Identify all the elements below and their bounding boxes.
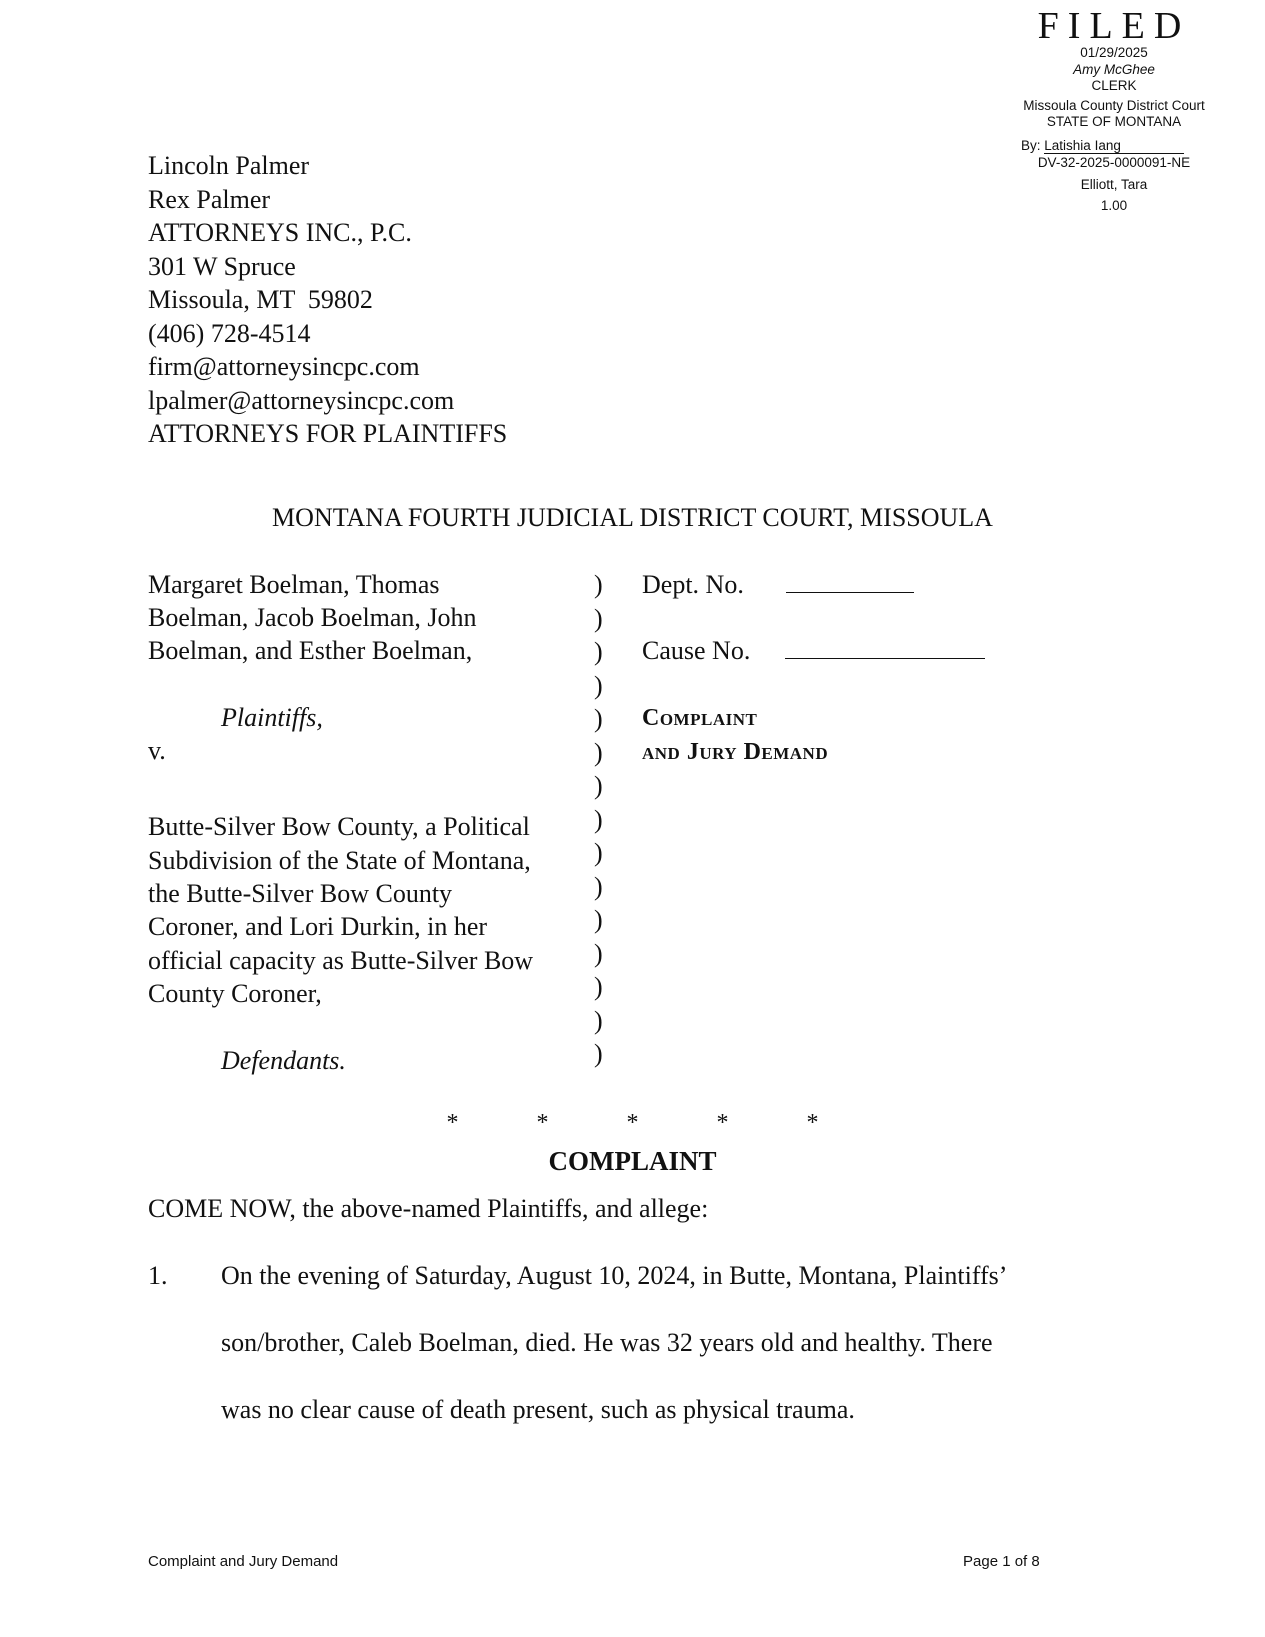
- caption-paren: ): [594, 704, 603, 733]
- stamp-clerk-name: Amy McGhee: [1073, 62, 1155, 77]
- intro-text: COME NOW, the above-named Plaintiffs, and allege:: [148, 1194, 709, 1223]
- document-title-line1: Complaint: [642, 705, 758, 731]
- section-separator: * * * * *: [446, 1110, 855, 1136]
- caption-paren: ): [594, 838, 603, 867]
- caption-paren: ): [594, 938, 603, 968]
- defendants-line: Subdivision of the State of Montana,: [148, 846, 531, 875]
- defendants-label: Defendants.: [221, 1046, 346, 1075]
- defendants-line: the Butte-Silver Bow County: [148, 879, 453, 908]
- court-title: MONTANA FOURTH JUDICIAL DISTRICT COURT, MISSOULA: [272, 503, 993, 532]
- paragraph-line: was no clear cause of death present, such as physical trauma.: [221, 1395, 855, 1424]
- attorney-line: Rex Palmer: [148, 184, 271, 214]
- caption-paren: ): [594, 737, 603, 767]
- caption-paren: ): [594, 972, 603, 1001]
- defendants-line: County Coroner,: [148, 979, 322, 1008]
- caption-paren: ): [594, 1005, 603, 1035]
- dept-label: Dept. No.: [642, 570, 744, 599]
- caption-paren: ): [594, 771, 603, 800]
- caption-paren: ): [594, 1039, 603, 1068]
- stamp-case-number: DV-32-2025-0000091-NE: [1037, 155, 1191, 170]
- footer-title: Complaint and Jury Demand: [148, 1553, 339, 1570]
- attorney-line: ATTORNEYS INC., P.C.: [148, 218, 412, 247]
- stamp-title: FILED: [1037, 5, 1191, 47]
- paragraph-line: On the evening of Saturday, August 10, 2024, in Butte, Montana, Plaintiffs’: [221, 1261, 1008, 1290]
- attorney-line: Missoula, MT 59802: [148, 285, 373, 314]
- plaintiffs-label: Plaintiffs,: [221, 703, 323, 732]
- plaintiffs-line: Boelman, and Esther Boelman,: [148, 636, 473, 665]
- caption-paren: ): [594, 804, 603, 834]
- cause-number: [642, 634, 985, 666]
- cause-label: Cause No.: [642, 636, 751, 665]
- defendants-line: Coroner, and Lori Durkin, in her: [148, 912, 488, 941]
- stamp-court: Missoula County District Court: [1023, 98, 1205, 113]
- versus: v.: [148, 736, 166, 765]
- cause-number-blank[interactable]: [785, 634, 985, 659]
- document-title-line2: and Jury Demand: [642, 739, 829, 765]
- attorney-line: 301 W Spruce: [148, 251, 296, 281]
- caption-paren: ): [594, 670, 603, 700]
- stamp-fee: 1.00: [1100, 198, 1128, 213]
- caption-paren: ): [594, 871, 603, 901]
- complaint-heading: COMPLAINT: [548, 1146, 717, 1176]
- caption-paren: ): [594, 570, 603, 599]
- attorney-line: Lincoln Palmer: [148, 151, 310, 180]
- plaintiffs-line: Margaret Boelman, Thomas: [148, 570, 440, 599]
- caption-paren: ): [594, 603, 603, 633]
- page-number: Page 1 of 8: [963, 1553, 1040, 1570]
- caption-paren: ): [594, 637, 603, 666]
- paragraph-line: son/brother, Caleb Boelman, died. He was 32 years old and healthy. There: [221, 1328, 993, 1357]
- stamp-clerk-title: CLERK: [1091, 78, 1137, 93]
- stamp-by-label: By:: [1021, 138, 1041, 153]
- defendants-line: official capacity as Butte-Silver Bow: [148, 946, 534, 975]
- stamp-deputy: Latishia Iang: [1044, 139, 1184, 154]
- attorney-line: (406) 728-4514: [148, 318, 311, 348]
- attorney-email-link[interactable]: firm@attorneysincpc.com: [148, 352, 420, 381]
- stamp-by-line: [1021, 138, 1184, 154]
- caption-paren-column: [594, 568, 603, 1071]
- attorney-line: ATTORNEYS FOR PLAINTIFFS: [148, 419, 508, 448]
- attorney-email-link[interactable]: lpalmer@attorneysincpc.com: [148, 385, 455, 415]
- stamp-date: 01/29/2025: [1080, 45, 1148, 60]
- stamp-state: STATE OF MONTANA: [1046, 114, 1182, 129]
- stamp-judge: Elliott, Tara: [1080, 177, 1148, 192]
- caption-paren: ): [594, 905, 603, 934]
- dept-number-blank[interactable]: [786, 568, 914, 593]
- dept-number: [642, 568, 914, 600]
- paragraph-number: 1.: [148, 1261, 168, 1290]
- defendants-line: Butte-Silver Bow County, a Political: [148, 812, 530, 841]
- attorney-block: [148, 149, 507, 451]
- plaintiffs-line: Boelman, Jacob Boelman, John: [148, 603, 477, 632]
